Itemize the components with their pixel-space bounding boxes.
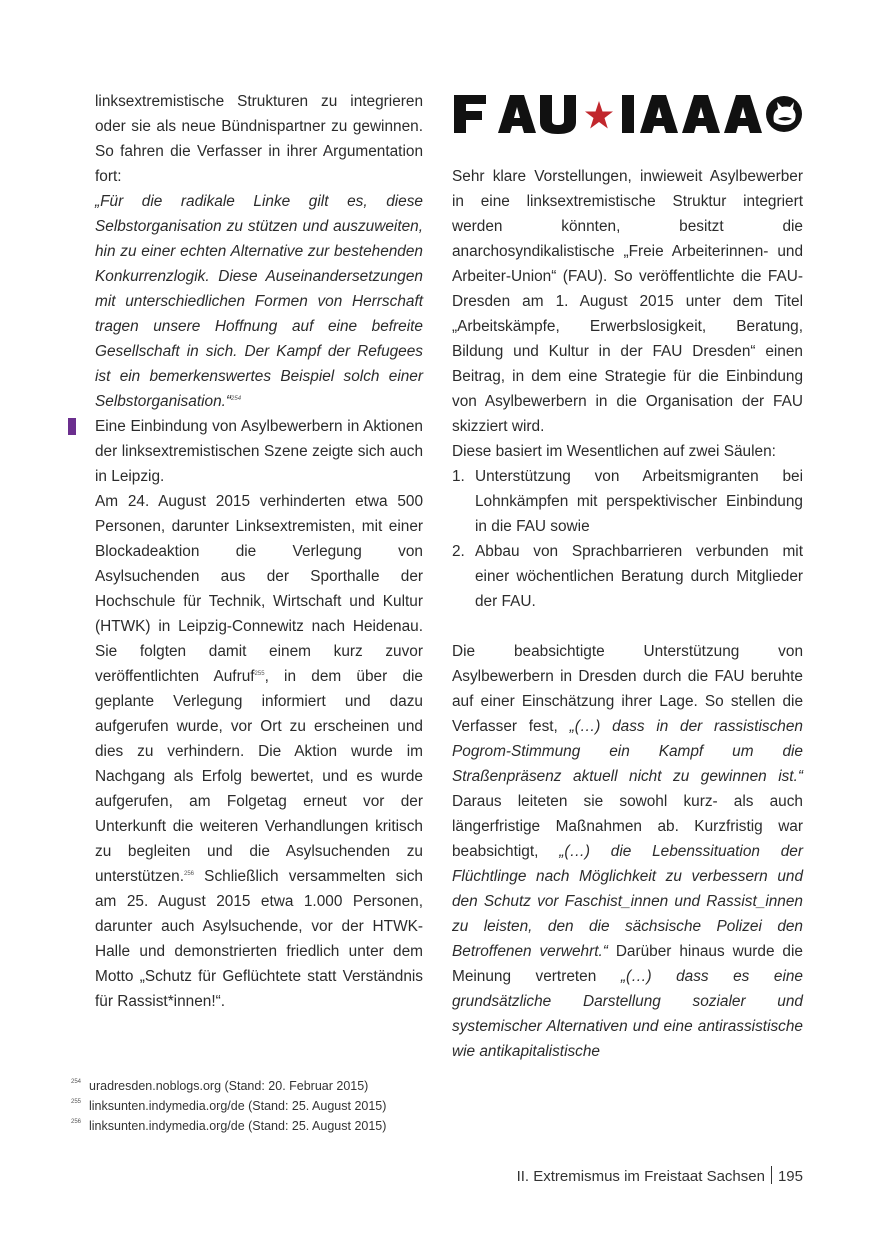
paragraph-htwk-part1: Am 24. August 2015 verhinderten etwa 500 Personen, darunter Linksextremisten, mit einer Blockadeaktion die Verlegung von Asylsuchenden aus der Sporthalle der Hochschule für Technik, Wirtschaft und Kultur (HTWK) in Leipzig-Connewitz nach Heidenau. Sie folgten damit einem kurz zuvor veröffentlichten Aufruf <box>95 493 423 685</box>
paragraph-support-part3: Darüber hinaus wurde die Meinung vertreten <box>452 943 803 985</box>
left-column <box>95 89 423 1014</box>
list-item <box>452 464 803 539</box>
footnotes <box>71 1076 386 1136</box>
list-item <box>452 539 803 614</box>
footnote-ref-254[interactable]: 254 <box>231 396 242 402</box>
footnote-255 <box>71 1096 386 1116</box>
paragraph-support-part2: Daraus leiteten sie sowohl kurz- als auch längerfristige Maßnahmen ab. Kurzfristig war beabsichtigt, <box>452 793 803 860</box>
paragraph-fau: Sehr klare Vorstellungen, inwieweit Asylbewerber in eine linksextremistische Struktur integriert werden könnten, besitzt die anarchosyndikalistische „Freie Arbeiterinnen- und Arbeiter-Union“ (FAU). So veröffentlichte die FAU-Dresden am 1. August 2015 unter dem Titel „Arbeitskämpfe, Erwerbslosigkeit, Beratung, Bildung und Kultur in der FAU Dresden“ einen Beitrag, in dem eine Strategie für die Einbindung von Asylbewerbern in die Organisation der FAU skizziert wird. <box>452 168 803 435</box>
list-item-text: Unterstützung von Arbeitsmigranten bei Lohnkämpfen mit perspektivischer Einbindung in die FAU sowie <box>475 468 803 535</box>
paragraph-pillars: Diese basiert im Wesentlichen auf zwei Säulen: <box>452 443 776 460</box>
section-marker <box>68 418 76 435</box>
quote-text: „Für die radikale Linke gilt es, diese Selbstorganisation zu stützen und auszuweiten, hin zu einer echten Alternative zur bestehenden Konkurrenzlogik. Diese Auseinandersetzungen mit unterschiedlichen Formen von Herrschaft tragen unsere Hoffnung auf eine befreite Gesellschaft in sich. Der Kampf der Refugees ist ein bemerkenswertes Beispiel solch einer Selbstorganisation.“ <box>95 193 423 410</box>
quote-alternatives: „(…) dass es eine grundsätzliche Darstellung sozialer und systemischer Alternativen und eine antirassistische wie antikapitalistische <box>452 968 803 1060</box>
quote-pogrom: „(…) dass in der rassistischen Pogrom-Stimmung ein Kampf um die Straßenpräsenz aktuell nicht zu gewinnen ist.“ <box>452 718 803 785</box>
paragraph-htwk-part3: Schließlich versammelten sich am 25. August 2015 etwa 1.000 Personen, darunter auch Asylsuchende, vor der HTWK-Halle und demonstrierten friedlich unter dem Motto „Schutz für Geflüchtete statt Verständnis für Rassist*innen!“. <box>95 868 423 1010</box>
fau-iaa-logo <box>452 89 803 139</box>
paragraph-support-part1: Die beabsichtigte Unterstützung von Asylbewerbern in Dresden durch die FAU beruhte auf einer Einschätzung ihrer Lage. So stellen die Verfasser fest, <box>452 643 803 735</box>
footnote-text[interactable]: linksunten.indymedia.org/de (Stand: 25. August 2015) <box>89 1119 387 1133</box>
footer-divider <box>771 1166 772 1184</box>
paragraph-leipzig: Eine Einbindung von Asylbewerbern in Aktionen der linksextremistischen Szene zeigte sich auch in Leipzig. <box>95 418 423 485</box>
footnote-text[interactable]: linksunten.indymedia.org/de (Stand: 25. August 2015) <box>89 1099 387 1113</box>
paragraph-htwk <box>95 489 423 1014</box>
red-star-icon <box>585 101 613 129</box>
paragraph-support <box>452 639 803 1064</box>
footnote-256 <box>71 1116 386 1136</box>
footnote-number: 256 <box>71 1119 82 1125</box>
quote-living-situation: „(…) die Lebenssituation der Flüchtlinge nach Möglichkeit zu verbessern und den Schutz vor Faschist_innen und Rassist_innen zu leisten, den die sächsische Polizei den Betroffenen verwehrt.“ <box>452 843 803 960</box>
chapter-title: II. Extremismus im Freistaat Sachsen <box>516 1168 765 1185</box>
right-column <box>452 164 803 1064</box>
footnote-number: 254 <box>71 1079 82 1085</box>
footnote-text[interactable]: uradresden.noblogs.org (Stand: 20. Februar 2015) <box>89 1079 369 1093</box>
list-item-number: 1. <box>452 468 465 485</box>
paragraph-intro: linksextremistische Strukturen zu integrieren oder sie als neue Bündnispartner zu gewinnen. So fahren die Verfasser in ihrer Argumentation fort: <box>95 93 423 185</box>
footnote-254 <box>71 1076 386 1096</box>
page-number: 195 <box>777 1168 803 1185</box>
quote-block <box>95 189 423 414</box>
spacer <box>452 614 803 639</box>
list-item-text: Abbau von Sprachbarrieren verbunden mit einer wöchentlichen Beratung durch Mitglieder der FAU. <box>475 543 803 610</box>
paragraph-htwk-part2: , in dem über die geplante Verlegung informiert und dazu aufgerufen wurde, vor Ort zu erscheinen und dies zu verhindern. Die Aktion wurde im Nachgang als Erfolg bewertet, und es wurde aufgerufen, am Folgetag erneut vor der Unterkunft die weiteren Verhandlungen kritisch zu begleiten und die Asylsuchenden zu unterstützen. <box>95 668 423 885</box>
footnote-ref-255[interactable]: 255 <box>254 671 265 677</box>
fau-iaa-logo-image <box>452 89 803 139</box>
footnote-ref-256[interactable]: 256 <box>183 871 194 877</box>
list-item-number: 2. <box>452 543 465 560</box>
footnote-number: 255 <box>71 1099 82 1105</box>
pillars-list <box>452 464 803 614</box>
page-footer <box>517 1166 803 1185</box>
